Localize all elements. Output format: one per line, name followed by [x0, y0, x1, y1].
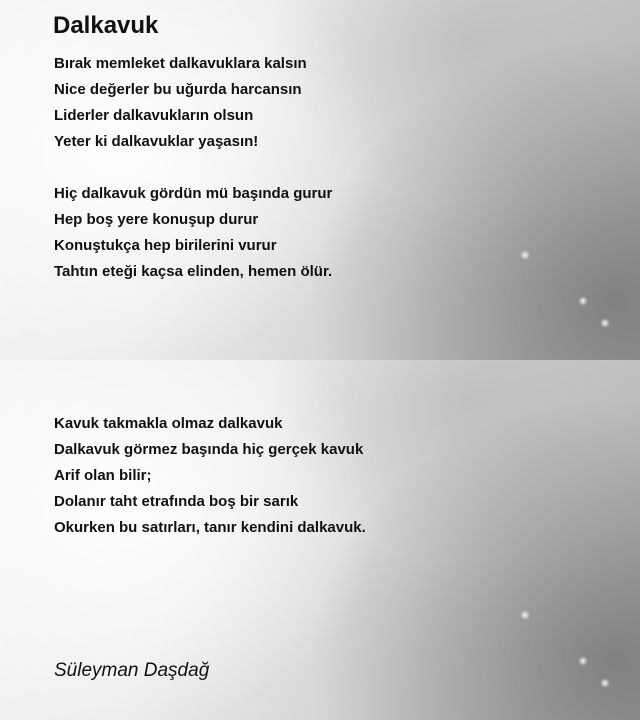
bokeh-light [578, 296, 588, 306]
poem-line: Hiç dalkavuk gördün mü başında gurur [54, 185, 333, 202]
stanza-1 [54, 51, 307, 155]
poem-panel-bottom [0, 360, 640, 720]
stanza-3 [54, 411, 366, 541]
poem-title: Dalkavuk [53, 12, 159, 39]
poem-line: Yeter ki dalkavuklar yaşasın! [54, 133, 259, 150]
bokeh-light [600, 318, 610, 328]
poem-line: Tahtın eteği kaçsa elinden, hemen ölür. [54, 263, 333, 280]
poem-line: Nice değerler bu uğurda harcansın [54, 81, 302, 98]
poem-line: Hep boş yere konuşup durur [54, 211, 259, 228]
bokeh-light [520, 610, 530, 620]
poem-line: Dolanır taht etrafında boş bir sarık [54, 493, 299, 510]
poem-line: Arif olan bilir; [54, 467, 152, 484]
bokeh-light [520, 250, 530, 260]
poem-line: Liderler dalkavukların olsun [54, 107, 254, 124]
bokeh-light [578, 656, 588, 666]
poem-line: Dalkavuk görmez başında hiç gerçek kavuk [54, 441, 364, 458]
poem-author: Süleyman Daşdağ [54, 660, 210, 681]
poem-line: Bırak memleket dalkavuklara kalsın [54, 55, 307, 72]
stanza-2 [54, 181, 332, 285]
poem-line: Konuştukça hep birilerini vurur [54, 237, 277, 254]
bokeh-light [600, 678, 610, 688]
poem-line: Kavuk takmakla olmaz dalkavuk [54, 415, 283, 432]
poem-line: Okurken bu satırları, tanır kendini dalkavuk. [54, 519, 366, 536]
